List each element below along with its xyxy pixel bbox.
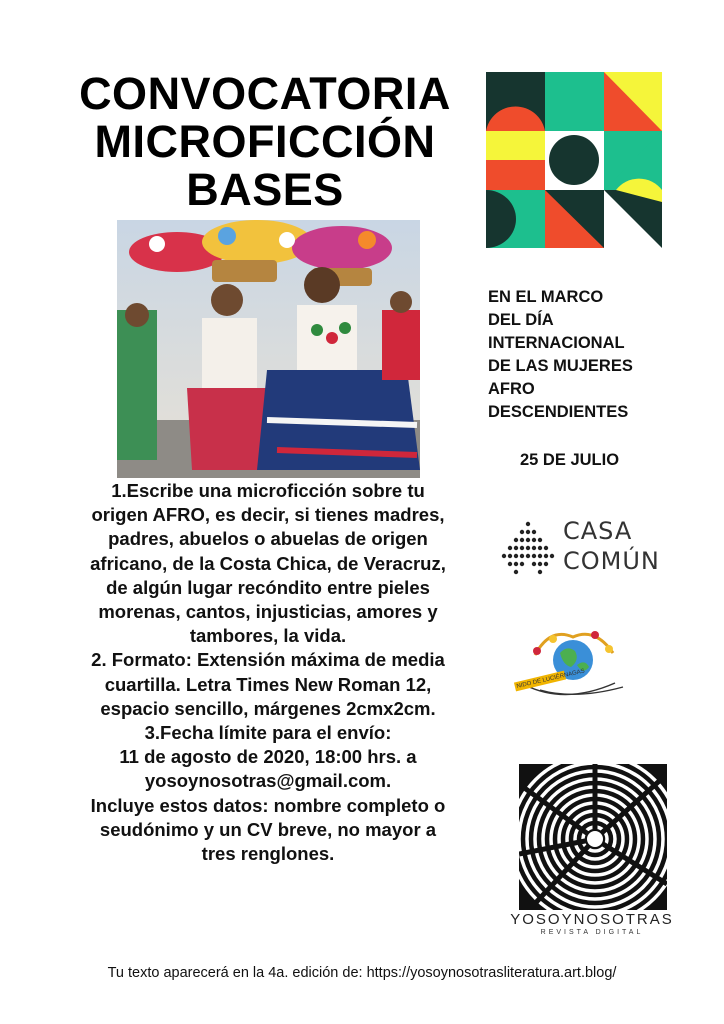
title-line-3: BASES	[186, 164, 344, 215]
yosoynosotras-spiral-logo	[519, 764, 667, 910]
dancers-photo	[117, 220, 420, 478]
context-line: EN EL MARCO	[488, 288, 604, 306]
title-line-2: MICROFICCIÓN	[94, 116, 436, 167]
rule-3-detail: 11 de agosto de 2020, 18:00 hrs. a yosoynosotras@gmail.com.	[119, 746, 417, 792]
rule-2: 2. Formato: Extensión máxima de media cuartilla. Letra Times New Roman 12, espacio sencillo, márgenes 2cmx2cm.	[91, 649, 445, 719]
context-line: INTERNACIONAL	[488, 334, 625, 352]
context-line: AFRO	[488, 380, 535, 398]
geometric-pattern-graphic	[486, 72, 662, 248]
rule-4: Incluye estos datos: nombre completo o seudónimo y un CV breve, no mayor a tres renglones.	[90, 794, 446, 865]
title-line-1: CONVOCATORIA	[79, 68, 451, 119]
yosoynosotras-name: YOSOYNOSOTRAS	[510, 911, 674, 928]
rule-1: 1.Escribe una microficción sobre tu origen AFRO, es decir, si tienes madres, padres, abuelos o abuelas de origen africano, de la Costa Chica, de Veracruz, de algún lugar recóndito entre pieles morenas, cantos, injusticias, amores y tambores, la vida.	[90, 480, 446, 647]
casa-word: CASA	[563, 517, 633, 545]
casa-comun-wordmark	[563, 516, 660, 576]
context-line: DESCENDIENTES	[488, 403, 629, 421]
context-text	[488, 286, 688, 424]
nido-de-luciernagas-logo	[505, 615, 630, 710]
context-line: DEL DÍA	[488, 311, 554, 329]
contest-rules	[82, 479, 454, 866]
context-line: DE LAS MUJERES	[488, 357, 633, 375]
rule-3-heading: 3.Fecha límite para el envío:	[144, 722, 392, 744]
event-date: 25 DE JULIO	[520, 451, 620, 469]
footer-note: Tu texto aparecerá en la 4a. edición de: https://yosoynosotrasliteratura.art.blog/	[107, 965, 617, 981]
nido-text: NIDO DE LUCIÉRNAGAS	[516, 668, 586, 690]
yosoynosotras-subtitle: REVISTA DIGITAL	[540, 929, 644, 936]
comun-word: COMÚN	[563, 547, 660, 575]
